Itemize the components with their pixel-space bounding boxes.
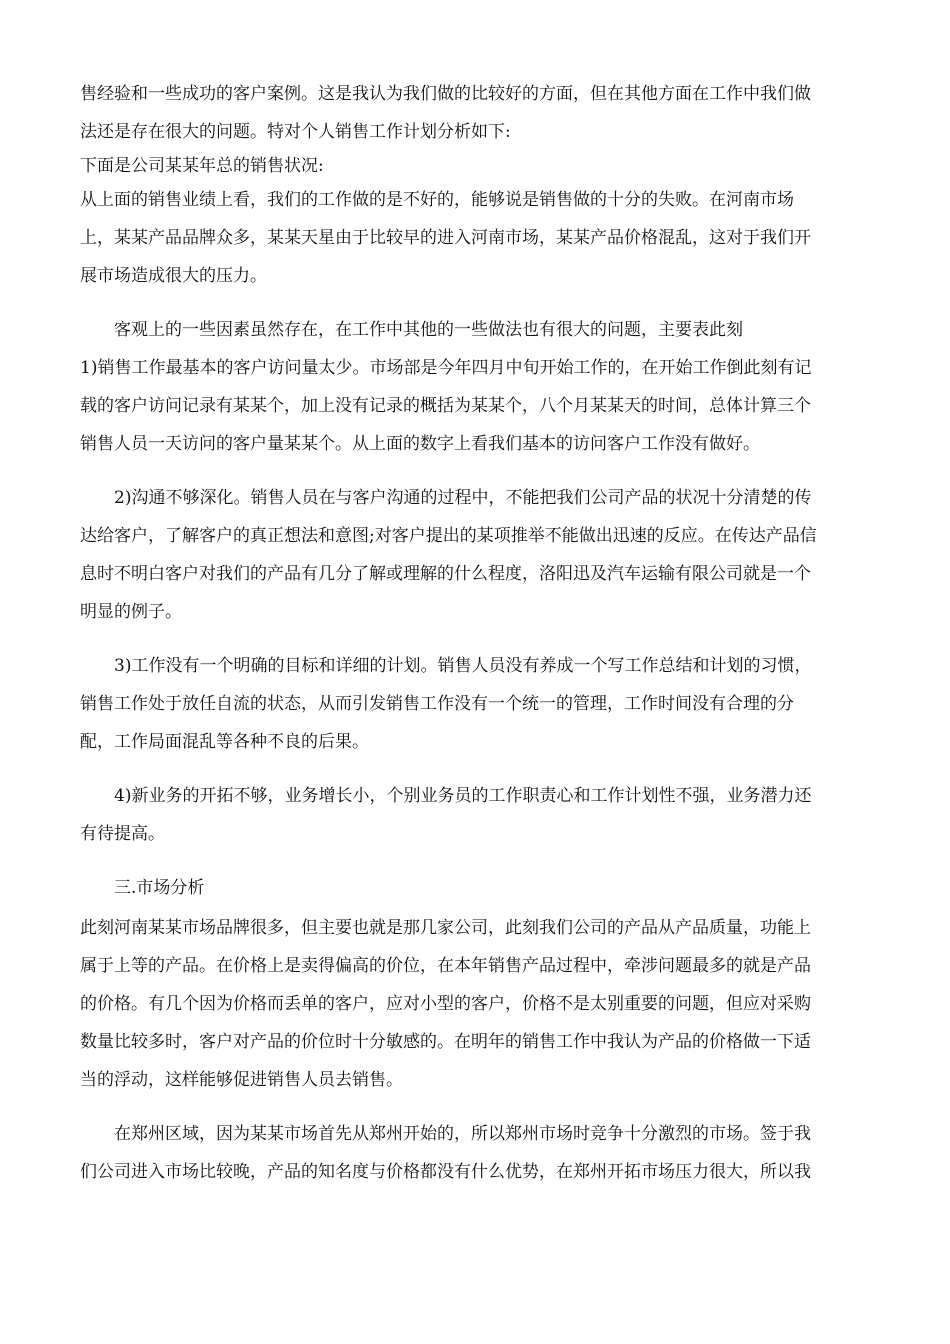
heading-text: 三.市场分析 bbox=[114, 878, 205, 898]
text-line: 配，工作局面混乱等各种不良的后果。 bbox=[80, 732, 369, 752]
text-line: 属于上等的产品。在价格上是卖得偏高的价位，在本年销售产品过程中，牵涉问题最多的就是产品 bbox=[80, 956, 811, 976]
text-line: 客观上的一些因素虽然存在，在工作中其他的一些做法也有很大的问题，主要表此刻 bbox=[114, 320, 743, 340]
paragraph-item-1 bbox=[80, 349, 875, 463]
text-line: 售经验和一些成功的客户案例。这是我认为我们做的比较好的方面，但在其他方面在工作中我们做 bbox=[80, 84, 811, 104]
text-line: 载的客户访问记录有某某个，加上没有记录的概括为某某个，八个月某某天的时间，总体计算三个 bbox=[80, 396, 811, 416]
text-line: 息时不明白客户对我们的产品有几分了解或理解的什么程度，洛阳迅及汽车运输有限公司就是一个 bbox=[80, 564, 811, 584]
paragraph-sales-status bbox=[80, 151, 875, 181]
text-line: 数量比较多时，客户对产品的价位时十分敏感的。在明年的销售工作中我认为产品的价格做一下适 bbox=[80, 1032, 811, 1052]
paragraph-item-4 bbox=[80, 777, 875, 853]
text-line: 2)沟通不够深化。销售人员在与客户沟通的过程中，不能把我们公司产品的状况十分清楚的传 bbox=[114, 488, 812, 508]
text-line: 从上面的销售业绩上看，我们的工作做的是不好的，能够说是销售做的十分的失败。在河南市场 bbox=[80, 190, 794, 210]
text-line: 上，某某产品品牌众多，某某天星由于比较早的进入河南市场，某某产品价格混乱，这对于我们开 bbox=[80, 228, 811, 248]
text-line: 当的浮动，这样能够促进销售人员去销售。 bbox=[80, 1070, 403, 1090]
text-line: 4)新业务的开拓不够，业务增长小，个别业务员的工作职责心和工作计划性不强，业务潜力还 bbox=[114, 786, 812, 806]
document-page bbox=[80, 75, 875, 1207]
paragraph-sales-performance bbox=[80, 181, 875, 295]
text-line: 法还是存在很大的问题。特对个人销售工作计划分析如下: bbox=[80, 122, 511, 142]
text-line: 达给客户，了解客户的真正想法和意图;对客户提出的某项推举不能做出迅速的反应。在传达产品信 bbox=[80, 526, 817, 546]
text-line: 的价格。有几个因为价格而丢单的客户，应对小型的客户，价格不是太别重要的问题，但应对采购 bbox=[80, 994, 811, 1014]
text-line: 销售工作处于放任自流的状态，从而引发销售工作没有一个统一的管理，工作时间没有合理的分 bbox=[80, 694, 794, 714]
text-line: 1)销售工作最基本的客户访问量太少。市场部是今年四月中旬开始工作的，在开始工作倒此刻有记 bbox=[80, 358, 812, 378]
text-line: 在郑州区域，因为某某市场首先从郑州开始的，所以郑州市场时竞争十分激烈的市场。签于我 bbox=[114, 1124, 811, 1144]
section-heading-market-analysis bbox=[80, 869, 875, 907]
text-line: 明显的例子。 bbox=[80, 602, 182, 622]
text-line: 们公司进入市场比较晚，产品的知名度与价格都没有什么优势，在郑州开拓市场压力很大，所以我 bbox=[80, 1162, 811, 1182]
paragraph-objective-factors bbox=[80, 311, 875, 349]
text-line: 3)工作没有一个明确的目标和详细的计划。销售人员没有养成一个写工作总结和计划的习惯， bbox=[114, 656, 812, 676]
text-line: 展市场造成很大的压力。 bbox=[80, 266, 267, 286]
text-line: 下面是公司某某年总的销售状况: bbox=[80, 156, 324, 176]
text-line: 此刻河南某某市场品牌很多，但主要也就是那几家公司，此刻我们公司的产品从产品质量，功能上 bbox=[80, 918, 811, 938]
paragraph-market-analysis bbox=[80, 909, 875, 1099]
text-line: 销售人员一天访问的客户量某某个。从上面的数字上看我们基本的访问客户工作没有做好。 bbox=[80, 434, 760, 454]
paragraph-zhengzhou bbox=[80, 1115, 875, 1191]
paragraph-continued bbox=[80, 75, 875, 151]
paragraph-item-2 bbox=[80, 479, 875, 631]
text-line: 有待提高。 bbox=[80, 824, 165, 844]
paragraph-item-3 bbox=[80, 647, 875, 761]
